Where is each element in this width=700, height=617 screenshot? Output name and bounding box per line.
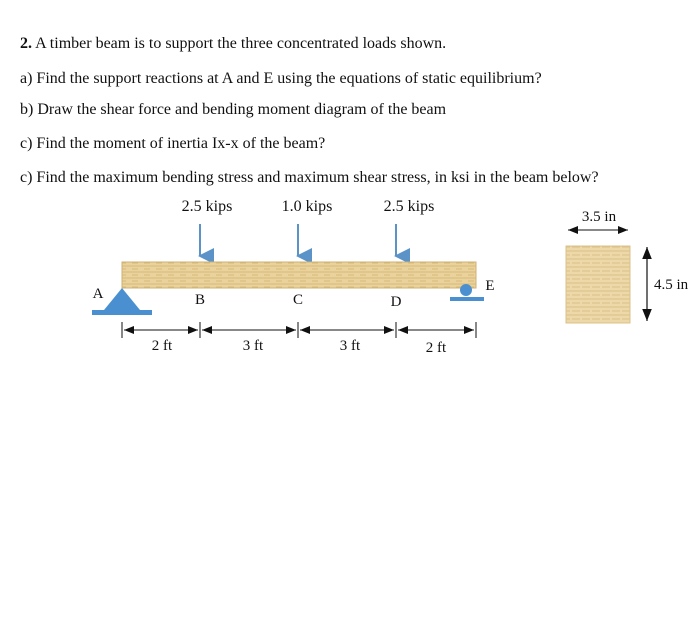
part-a: a) Find the support reactions at A and E using the equations of static equilibrium?	[20, 70, 542, 87]
span-ab-label: 2 ft	[151, 338, 173, 354]
load-label-c: 1.0 kips	[281, 198, 333, 215]
roller-support-e	[460, 284, 472, 296]
load-label-d: 2.5 kips	[383, 198, 435, 215]
section-height-label: 4.5 in	[654, 277, 689, 293]
problem-title-text: A timber beam is to support the three concentrated loads shown.	[35, 35, 447, 52]
timber-beam	[122, 262, 476, 288]
part-c: c) Find the moment of inertia Ix-x of the beam?	[20, 135, 326, 152]
point-a-label: A	[92, 286, 104, 302]
problem-number: 2.	[20, 35, 32, 52]
point-e-label: E	[485, 278, 495, 294]
load-label-b: 2.5 kips	[181, 198, 233, 215]
part-c-2: c) Find the maximum bending stress and maximum shear stress, in ksi in the beam below?	[20, 169, 599, 186]
span-cd-label: 3 ft	[339, 338, 361, 354]
part-b: b) Draw the shear force and bending moment diagram of the beam	[20, 101, 447, 118]
span-de-label: 2 ft	[425, 340, 447, 356]
point-d-label: D	[390, 294, 402, 310]
section-width-label: 3.5 in	[581, 209, 617, 225]
roller-support-base	[450, 297, 484, 301]
pin-support-base	[92, 310, 152, 315]
pin-support-a	[104, 288, 140, 310]
point-b-label: B	[194, 292, 206, 308]
timber-cross-section	[566, 246, 630, 323]
span-bc-label: 3 ft	[242, 338, 264, 354]
point-c-label: C	[292, 292, 304, 308]
span-dimensions	[122, 322, 476, 338]
